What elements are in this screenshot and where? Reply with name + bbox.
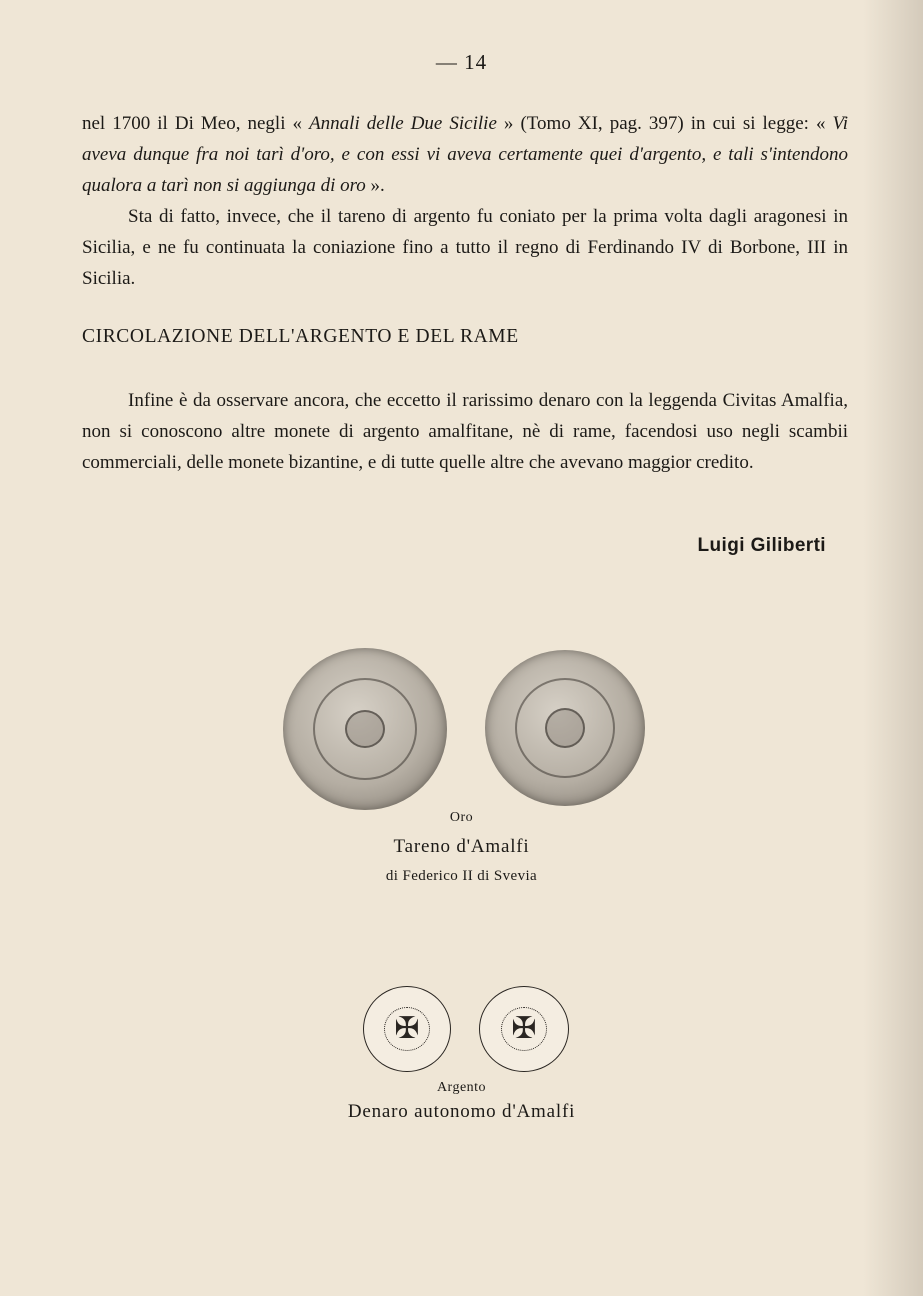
- figure2-title: Denaro autonomo d'Amalfi: [347, 1101, 576, 1122]
- figure1-subtitle: di Federico II di Svevia: [385, 868, 538, 884]
- author-signature: Luigi Giliberti: [697, 535, 826, 556]
- paragraph-1: [82, 108, 848, 201]
- tareno-reverse-coin-image: [485, 650, 645, 806]
- tareno-obverse-coin-image: [283, 648, 447, 810]
- para1-text-c: » (Tomo XI, pag. 397) in cui si legge: «: [496, 113, 833, 134]
- para1-text-e: ».: [365, 175, 385, 196]
- figure1-metal: Oro: [449, 810, 474, 825]
- figure2-metal: Argento: [436, 1080, 487, 1095]
- paragraph-2: Sta di fatto, invece, che il tareno di argento fu coniato per la prima volta dagli aragonesi in Sicilia, e ne fu continuata la coniazione fino a tutto il regno di Ferdinando IV di Borbone, III in Sicilia.: [82, 206, 848, 289]
- denaro-reverse-drawing: ✠: [479, 986, 569, 1072]
- section-heading: CIRCOLAZIONE DELL'ARGENTO E DEL RAME: [82, 326, 519, 347]
- page-number: — 14: [435, 50, 488, 74]
- para1-quotation: Vi aveva dunque fra noi tarì d'oro, e con essi vi aveva certamente quei d'argento, e tali s'intendono qualora a tarì non si aggiunga di oro: [82, 113, 848, 196]
- figure1-title: Tareno d'Amalfi: [393, 836, 530, 857]
- paragraph-3: Infine è da osservare ancora, che eccetto il rarissimo denaro con la leggenda Civitas Amalfia, non si conoscono altre monete di argento amalfitane, nè di rame, facendosi uso negli scambii commerciali, delle monete bizantine, e di tutte quelle altre che avevano maggior credito.: [82, 390, 848, 473]
- para1-book-title: Annali delle Due Sicilie: [309, 113, 497, 134]
- para1-text-a: nel 1700 il Di Meo, negli «: [82, 113, 310, 134]
- denaro-obverse-drawing: ✠: [363, 986, 451, 1072]
